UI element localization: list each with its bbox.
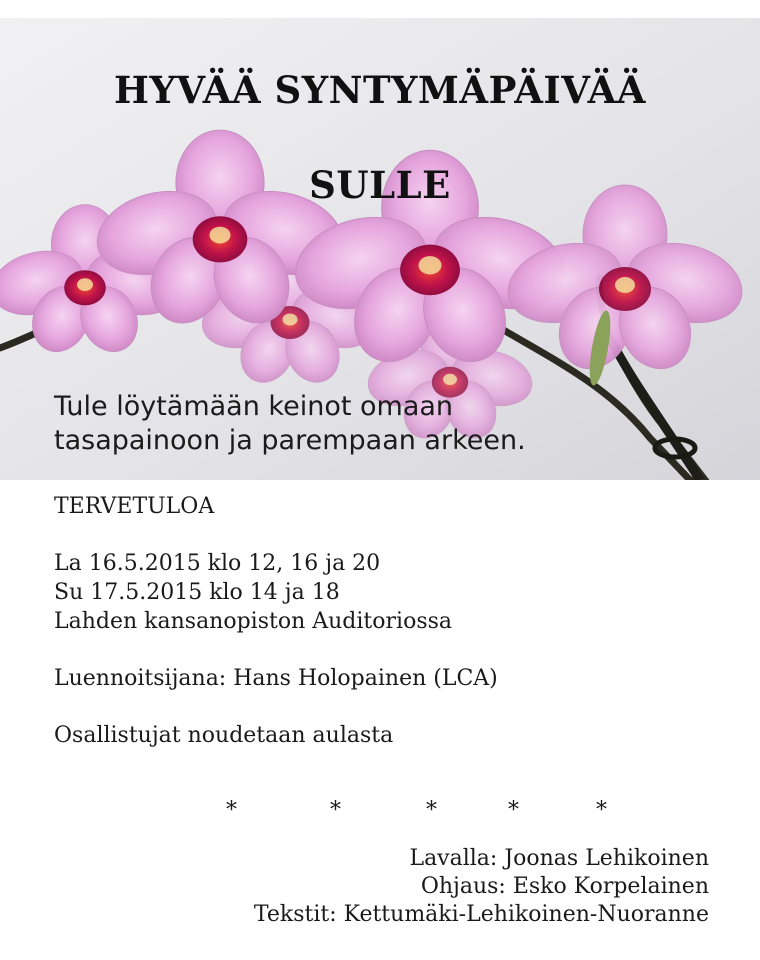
tagline-line-1: Tule löytämään keinot omaan	[54, 391, 454, 422]
title-line-2: SULLE	[309, 163, 451, 207]
title-line-1: HYVÄÄ SYNTYMÄPÄIVÄÄ	[114, 68, 646, 112]
tagline-line-2: tasapainoon ja parempaan arkeen.	[54, 425, 526, 456]
separator-stars	[0, 798, 760, 828]
separator-star: *	[508, 798, 519, 823]
separator-star: *	[426, 798, 437, 823]
separator-star: *	[330, 798, 341, 823]
separator-star: *	[596, 798, 607, 823]
credit-stage: Lavalla: Joonas Lehikoinen	[409, 846, 709, 871]
venue-text: Lahden kansanopiston Auditoriossa	[54, 609, 453, 634]
separator-star: *	[226, 798, 237, 823]
welcome-text: TERVETULOA	[54, 494, 215, 519]
credit-direction: Ohjaus: Esko Korpelainen	[420, 874, 709, 899]
lecturer-text: Luennoitsijana: Hans Holopainen (LCA)	[54, 666, 498, 691]
show-time-1: La 16.5.2015 klo 12, 16 ja 20	[54, 551, 381, 576]
tagline	[54, 390, 526, 458]
show-time-2: Su 17.5.2015 klo 14 ja 18	[54, 580, 340, 605]
credit-texts: Tekstit: Kettumäki-Lehikoinen-Nuoranne	[253, 902, 709, 927]
pickup-note: Osallistujat noudetaan aulasta	[54, 723, 394, 748]
